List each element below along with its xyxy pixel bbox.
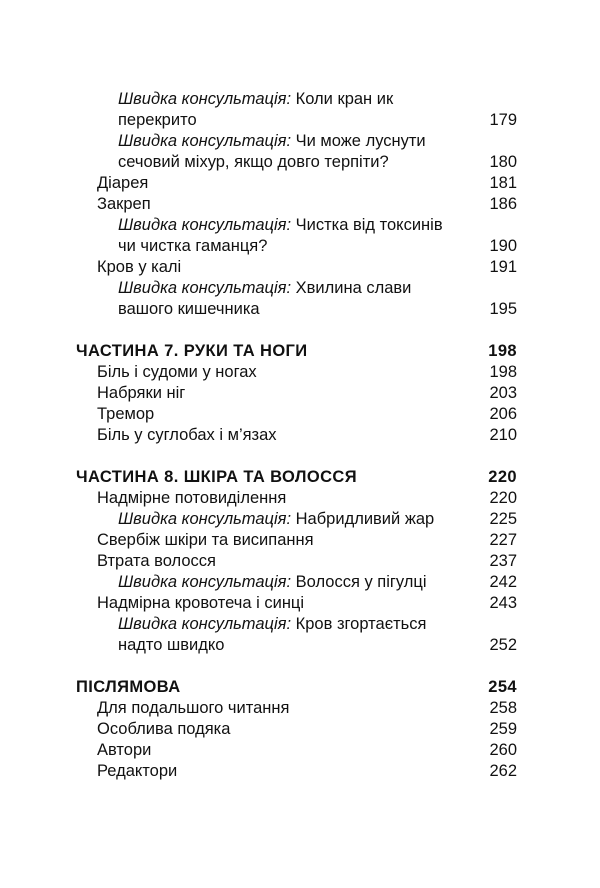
page-number: 180	[489, 153, 517, 171]
page-number: 252	[489, 636, 517, 654]
entry-title: Чи може луснути	[291, 132, 426, 150]
page-number: 179	[489, 111, 517, 129]
section-gap	[76, 656, 517, 677]
page-number: 227	[489, 531, 517, 549]
toc-part-8-heading	[76, 467, 517, 488]
entry-title: Закреп	[97, 195, 151, 213]
toc-entry-continuation	[76, 635, 517, 656]
page-number: 190	[489, 237, 517, 255]
quick-consult-label: Швидка консультація:	[118, 132, 292, 150]
entry-title: вашого кишечника	[118, 300, 260, 318]
page-number: 220	[489, 489, 517, 507]
page-number: 181	[489, 174, 517, 192]
toc-entry-constipation	[76, 194, 517, 215]
entry-title: Коли кран ик	[291, 90, 394, 108]
entry-title: сечовий міхур, якщо довго терпіти?	[118, 153, 389, 171]
entry-title: Волосся у пігулці	[291, 573, 427, 591]
toc-entry-quick-consult-tap-closed	[76, 89, 517, 110]
page-number: 225	[489, 510, 517, 528]
toc-entry-quick-consult-heat	[76, 509, 517, 530]
toc-entry-quick-consult-hair-pill	[76, 572, 517, 593]
entry-title: Свербіж шкіри та висипання	[97, 531, 314, 549]
toc-entry-editors	[76, 761, 517, 782]
quick-consult-label: Швидка консультація:	[118, 216, 292, 234]
entry-title: чи чистка гаманця?	[118, 237, 268, 255]
entry-title: Редактори	[97, 762, 178, 780]
toc-entry-sweating	[76, 488, 517, 509]
page-number: 206	[489, 405, 517, 423]
entry-title: Втрата волосся	[97, 552, 216, 570]
page-number: 260	[489, 741, 517, 759]
toc-entry-leg-swelling	[76, 383, 517, 404]
entry-title: Кров згортається	[291, 615, 427, 633]
entry-title: Особлива подяка	[97, 720, 231, 738]
page-number: 210	[489, 426, 517, 444]
quick-consult-label: Швидка консультація:	[118, 510, 292, 528]
part-title: ЧАСТИНА 7. РУКИ ТА НОГИ	[76, 342, 308, 360]
toc-entry-continuation	[76, 236, 517, 257]
page-number: 191	[489, 258, 517, 276]
page-number: 258	[489, 699, 517, 717]
part-title: ПІСЛЯМОВА	[76, 678, 181, 696]
toc-part-7-heading	[76, 341, 517, 362]
toc-entry-itching	[76, 530, 517, 551]
entry-title: Тремор	[97, 405, 155, 423]
page-number: 242	[489, 573, 517, 591]
entry-title: Надмірна кровотеча і синці	[97, 594, 305, 612]
part-title: ЧАСТИНА 8. ШКІРА ТА ВОЛОССЯ	[76, 468, 357, 486]
entry-title: Для подальшого читання	[97, 699, 290, 717]
toc-entry-quick-consult-fame	[76, 278, 517, 299]
page-number: 203	[489, 384, 517, 402]
entry-title: Біль у суглобах і м’язах	[97, 426, 277, 444]
entry-title: Біль і судоми у ногах	[97, 363, 257, 381]
toc-entry-further-reading	[76, 698, 517, 719]
page-number: 186	[489, 195, 517, 213]
toc-entry-continuation	[76, 152, 517, 173]
quick-consult-label: Швидка консультація:	[118, 279, 292, 297]
entry-title: Набряки ніг	[97, 384, 186, 402]
toc-entry-continuation	[76, 110, 517, 131]
entry-title: Кров у калі	[97, 258, 182, 276]
entry-title: Автори	[97, 741, 152, 759]
toc-entry-bleeding-bruises	[76, 593, 517, 614]
entry-title: надто швидко	[118, 636, 225, 654]
page-number: 198	[488, 342, 517, 360]
table-of-contents	[76, 89, 517, 782]
toc-entry-quick-consult-bladder	[76, 131, 517, 152]
section-gap	[76, 320, 517, 341]
toc-entry-quick-consult-toxins	[76, 215, 517, 236]
toc-afterword-heading	[76, 677, 517, 698]
entry-title: перекрито	[118, 111, 197, 129]
toc-entry-diarrhea	[76, 173, 517, 194]
page-number: 198	[489, 363, 517, 381]
toc-entry-continuation	[76, 299, 517, 320]
quick-consult-label: Швидка консультація:	[118, 90, 292, 108]
entry-title: Набридливий жар	[291, 510, 435, 528]
section-gap	[76, 446, 517, 467]
quick-consult-label: Швидка консультація:	[118, 615, 292, 633]
page-number: 237	[489, 552, 517, 570]
entry-title: Чистка від токсинів	[291, 216, 443, 234]
entry-title: Хвилина слави	[291, 279, 412, 297]
toc-entry-authors	[76, 740, 517, 761]
page-number: 259	[489, 720, 517, 738]
entry-title: Надмірне потовиділення	[97, 489, 287, 507]
toc-entry-blood-in-stool	[76, 257, 517, 278]
toc-entry-hair-loss	[76, 551, 517, 572]
toc-entry-acknowledgements	[76, 719, 517, 740]
page-number: 262	[489, 762, 517, 780]
quick-consult-label: Швидка консультація:	[118, 573, 292, 591]
toc-entry-leg-cramps	[76, 362, 517, 383]
toc-entry-joint-pain	[76, 425, 517, 446]
toc-entry-tremor	[76, 404, 517, 425]
entry-title: Діарея	[97, 174, 149, 192]
toc-entry-quick-consult-clotting	[76, 614, 517, 635]
page-number: 254	[488, 678, 517, 696]
page-number: 195	[489, 300, 517, 318]
page-number: 220	[488, 468, 517, 486]
page-number: 243	[489, 594, 517, 612]
